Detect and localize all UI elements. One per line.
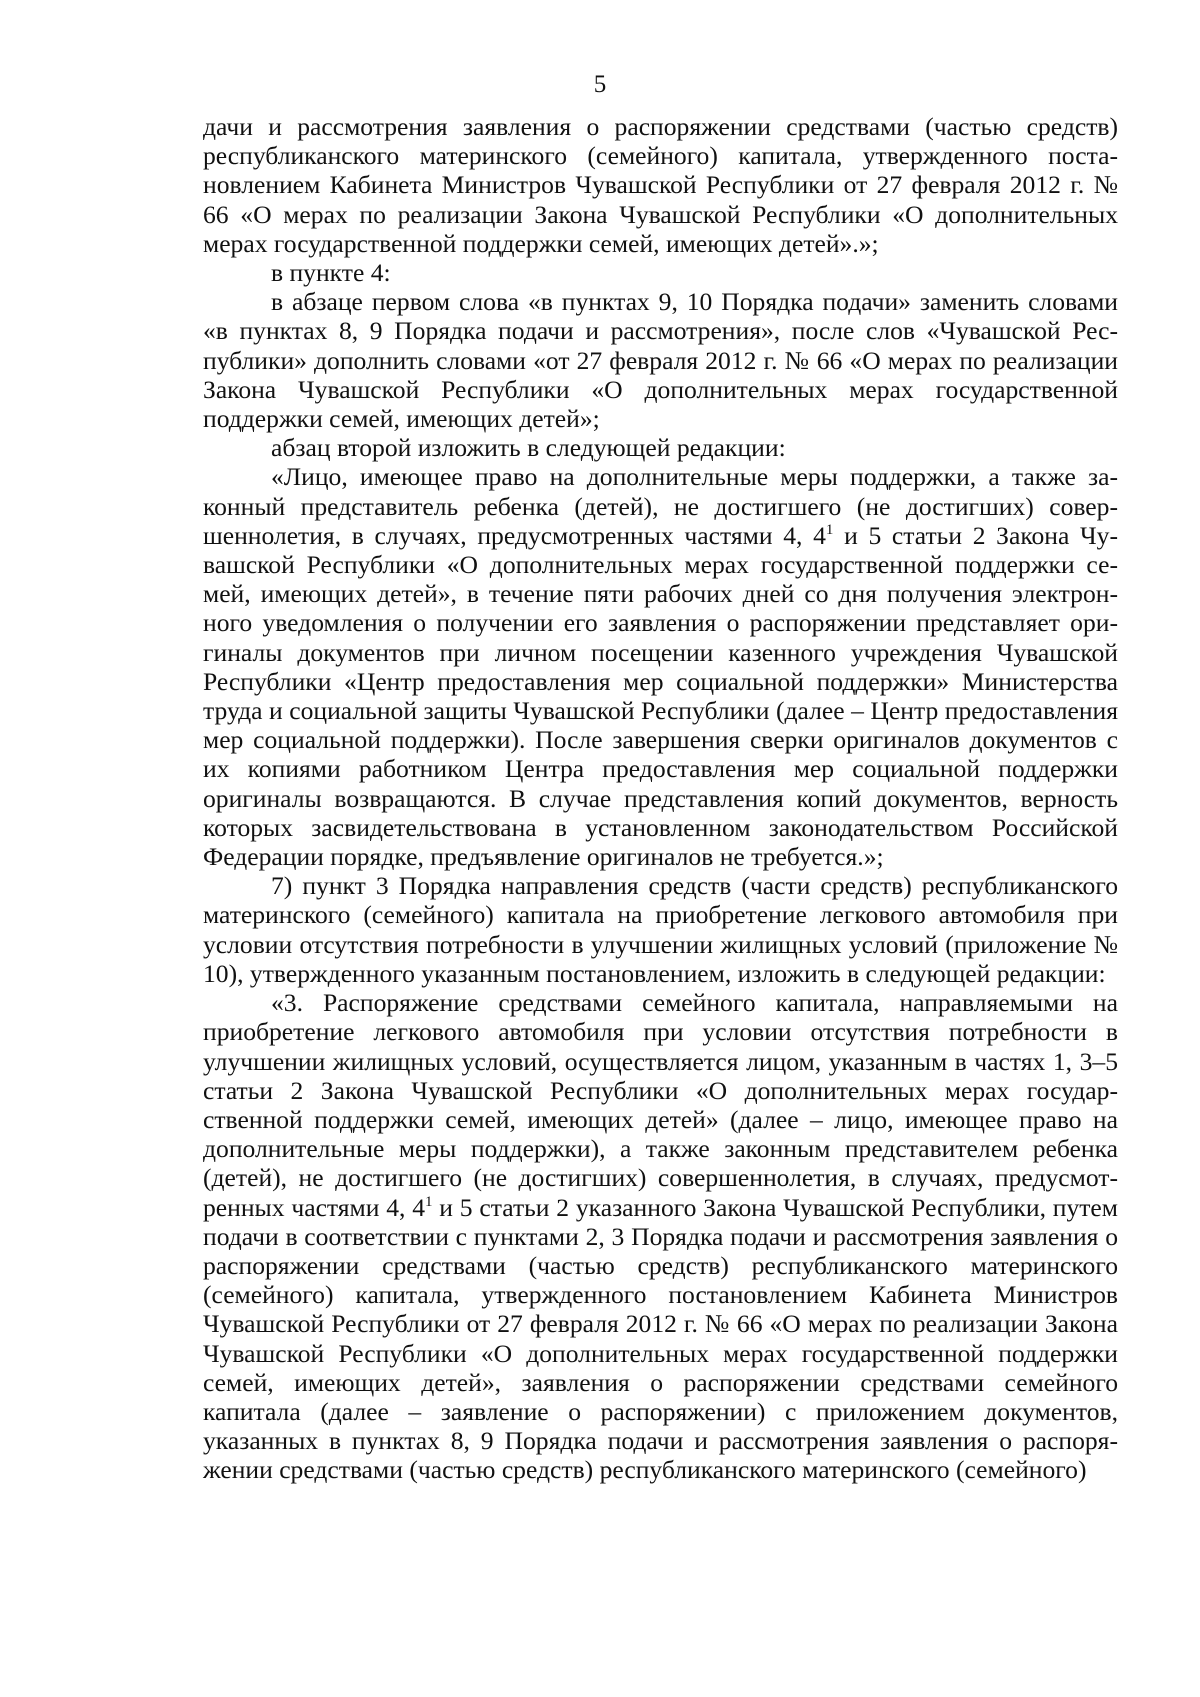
paragraph	[203, 287, 1118, 433]
paragraph-text: «3. Распоряжение средствами семейного капитала, направляемыми на приобретение легкового автомобиля при условии отсутствия потребности в улучшении жилищных условий, осуществляется лицом, указанным в частях 1, 3–5 статьи 2 Закона Чувашской Республики «О дополнительных мерах государственной поддержки семей, имеющих детей» (далее – лицо, имеющее право на дополнительные меры поддержки), а также законным представителем ребенка (детей), не достигшего (не достигших) совершеннолетия, в случаях, предусмотренных частями 4, 4	[203, 988, 1118, 1222]
superscript: 1	[825, 521, 834, 538]
paragraph-text: в пункте 4:	[271, 258, 391, 288]
superscript: 1	[425, 1193, 433, 1210]
paragraph	[203, 871, 1118, 988]
paragraph-text: 7) пункт 3 Порядка направления средств (части средств) республиканского материнского (семейного) капитала на приобретение легкового автомобиля при условии отсутствия потребности в улучшении жилищных условий (приложение № 10), утвержденного указанным постановлением, изложить в следующей редакции:	[203, 871, 1118, 988]
document-body	[203, 112, 1118, 1485]
paragraph	[203, 462, 1118, 871]
paragraph	[203, 112, 1118, 258]
page-number: 5	[593, 71, 607, 98]
paragraph-text: и 5 статьи 2 указанного Закона Чувашской Республики, путем подачи в соответствии с пунктами 2, 3 Порядка подачи и рассмотрения заявления о распоряжении средствами (частью средств) республиканского материнского (семейного) капитала, утвержденного постановлением Кабинета Министров Чувашской Республики от 27 февраля 2012 г. № 66 «О мерах по реализации Закона Чувашской Республики «О дополнительных мерах государственной поддержки семей, имеющих детей», заявления о распоряжении средствами семейного капитала (далее – заявление о распоряжении) с приложением документов, указанных в пунктах 8, 9 Порядка подачи и рассмотрения заявления о распоряжении средствами (частью средств) республиканского материнского (семейного)	[203, 1192, 1118, 1485]
paragraph-text: «Лицо, имеющее право на дополнительные меры поддержки, а также законный представитель ребенка (детей), не достигшего (не достигших) совершеннолетия, в случаях, предусмотренных частями 4, 4	[203, 462, 1118, 550]
paragraph	[203, 433, 1118, 462]
paragraph	[203, 258, 1118, 287]
paragraph	[203, 988, 1118, 1484]
paragraph-text: в абзаце первом слова «в пунктах 9, 10 Порядка подачи» заменить словами «в пунктах 8, 9 Порядка подачи и рассмотрения», после слов «Чувашской Республики» дополнить словами «от 27 февраля 2012 г. № 66 «О мерах по реализации Закона Чувашской Республики «О дополнительных мерах государственной поддержки семей, имеющих детей»;	[203, 287, 1118, 434]
paragraph-text: абзац второй изложить в следующей редакции:	[271, 433, 786, 463]
paragraph-text: дачи и рассмотрения заявления о распоряжении средствами (частью средств) республиканского материнского (семейного) капитала, утвержденного постановлением Кабинета Министров Чувашской Республики от 27 февраля 2012 г. № 66 «О мерах по реализации Закона Чувашской Республики «О дополнительных мерах государственной поддержки семей, имеющих детей».»;	[203, 112, 1118, 258]
paragraph-text: и 5 статьи 2 Закона Чувашской Республики «О дополнительных мерах государственной поддержки семей, имеющих детей», в течение пяти рабочих дней со дня получения электронного уведомления о получении его заявления о распоряжении представляет оригиналы документов при личном посещении казенного учреждения Чувашской Республики «Центр предоставления мер социальной поддержки» Министерства труда и социальной защиты Чувашской Республики (далее – Центр предоставления мер социальной поддержки). После завершения сверки оригиналов документов с их копиями работником Центра предоставления мер социальной поддержки оригиналы возвращаются. В случае представления копий документов, верность которых засвидетельствована в установленном законодательством Российской Федерации порядке, предъявление оригиналов не требуется.»;	[203, 520, 1118, 872]
